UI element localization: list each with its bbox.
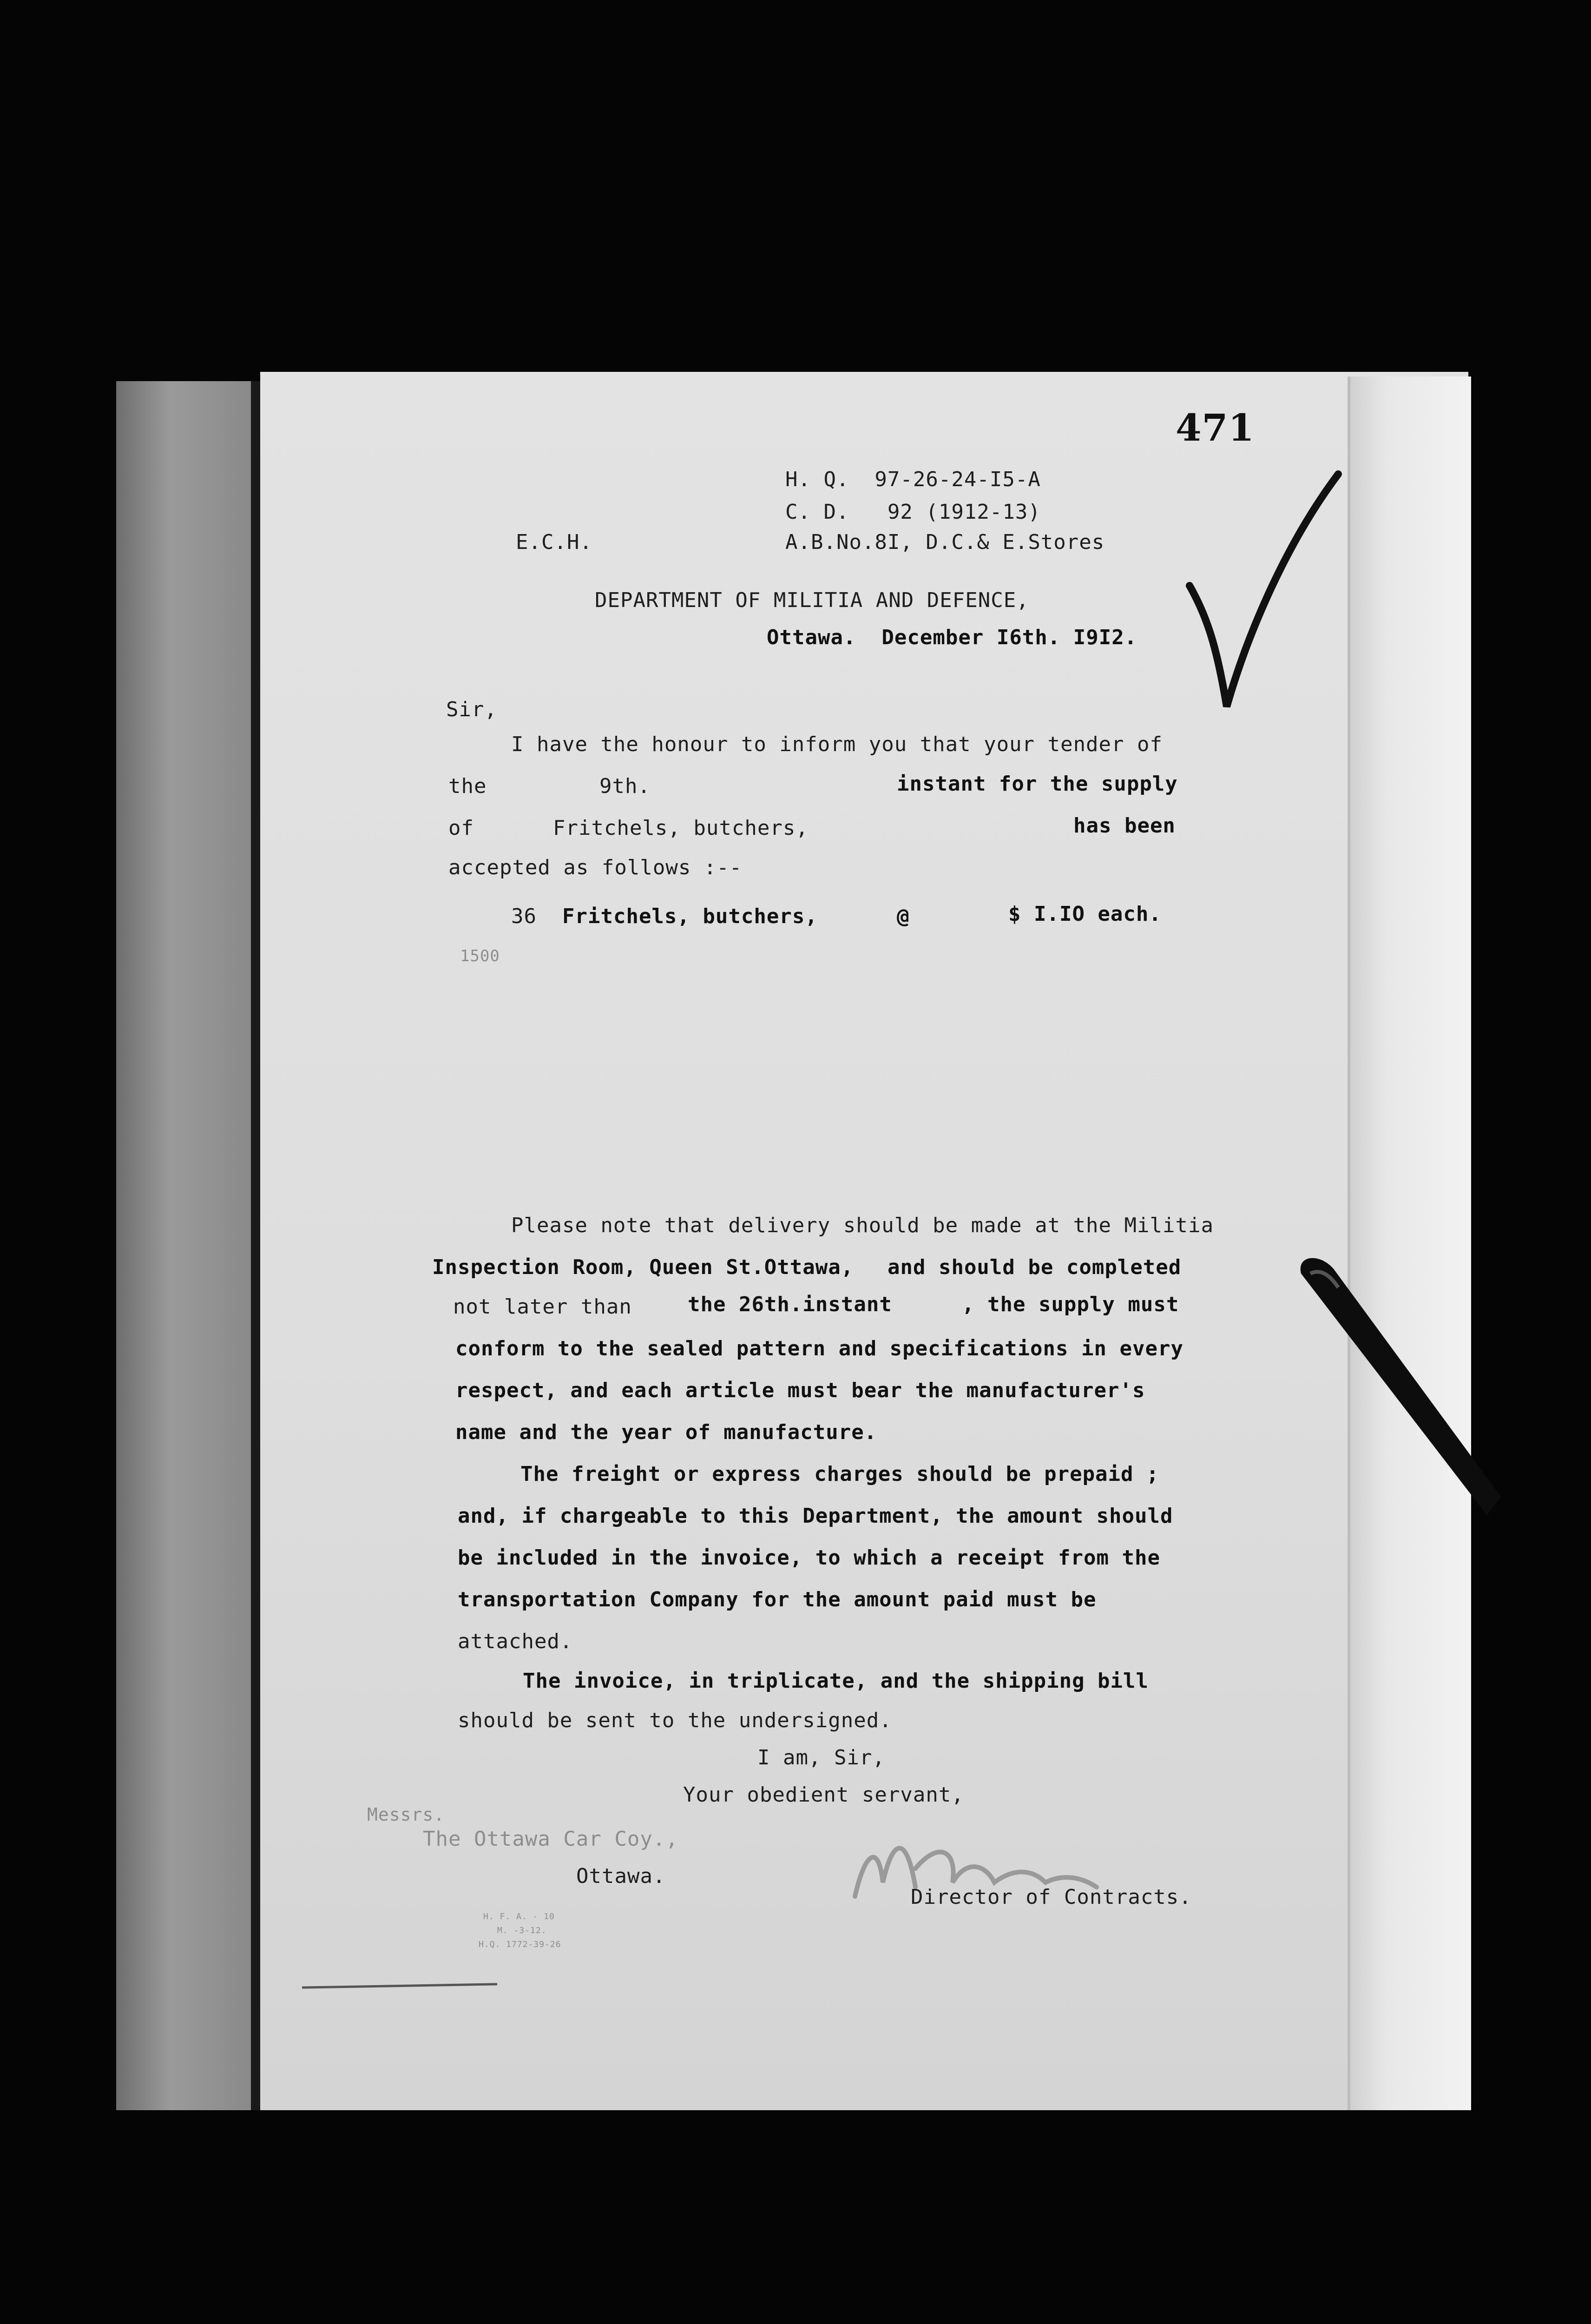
closing-line-2: Your obedient servant, [683,1783,964,1807]
checkmark-icon [1180,465,1348,725]
reference-cd: C. D. 92 (1912-13) [785,500,1041,524]
delivery-line-3-a: not later than [453,1295,632,1319]
delivery-line-2-a: Inspection Room, Queen St.Ottawa, [432,1255,854,1279]
freight-line-1: The freight or express charges should be prepaid ; [520,1462,1159,1486]
page-number: 471 [1176,406,1255,449]
freight-line-3: be included in the invoice, to which a receipt from the [458,1546,1160,1570]
addressee-city: Ottawa. [576,1864,666,1888]
stamp-line-1: H. F. A. - 10 [483,1912,555,1921]
stamp-line-2: M. -3-12. [497,1926,547,1935]
pen-icon [1292,1255,1501,1515]
stamp-line-3: H.Q. 1772-39-26 [479,1940,561,1949]
tender-line-2-c: instant for the supply [897,772,1178,796]
item-at: @ [897,905,910,928]
delivery-line-2-b: and should be completed [888,1255,1182,1279]
tender-line-3-a: of [448,816,474,840]
salutation: Sir, [446,698,497,721]
freight-line-5: attached. [458,1630,573,1653]
reference-initials: E.C.H. [516,530,592,554]
item-quantity: 36 [511,905,537,928]
freight-line-4: transportation Company for the amount paid must be [458,1588,1097,1611]
freight-line-2: and, if chargeable to this Department, the amount should [458,1504,1173,1528]
item-price: $ I.IO each. [1008,902,1162,926]
tender-item: Fritchels, butchers, [553,816,809,840]
invoice-line-2: should be sent to the undersigned. [458,1709,892,1732]
tender-date: 9th. [599,774,651,798]
delivery-date: the 26th.instant [688,1293,892,1316]
reference-ab: A.B.No.8I, D.C.& E.Stores [785,530,1105,554]
signatory-title: Director of Contracts. [911,1885,1192,1909]
delivery-line-4: conform to the sealed pattern and specifications in every [455,1337,1183,1360]
item-description: Fritchels, butchers, [562,905,818,928]
delivery-line-5: respect, and each article must bear the manufacturer's [455,1379,1145,1402]
tender-line-4: accepted as follows :-- [448,856,743,879]
delivery-line-1: Please note that delivery should be made at the Militia [511,1214,1214,1237]
delivery-line-6: name and the year of manufacture. [455,1420,877,1444]
tender-line-1: I have the honour to inform you that your tender of [511,733,1163,756]
left-page-edge [116,381,251,2110]
invoice-line-1: The invoice, in triplicate, and the shipping bill [523,1669,1149,1693]
reference-hq: H. Q. 97-26-24-I5-A [785,468,1041,491]
addressee-messrs: Messrs. [367,1804,445,1825]
place-date: Ottawa. December I6th. I9I2. [767,626,1137,649]
page-right-edge [1348,376,1471,2110]
addressee-name: The Ottawa Car Coy., [423,1827,678,1851]
closing-line-1: I am, Sir, [757,1746,885,1769]
delivery-line-3-c: , the supply must [962,1293,1179,1316]
department-heading: DEPARTMENT OF MILITIA AND DEFENCE, [595,588,1029,612]
tender-line-2-a: the [448,774,487,798]
tender-line-3-c: has been [1073,814,1176,838]
faint-note: 1500 [460,947,500,965]
